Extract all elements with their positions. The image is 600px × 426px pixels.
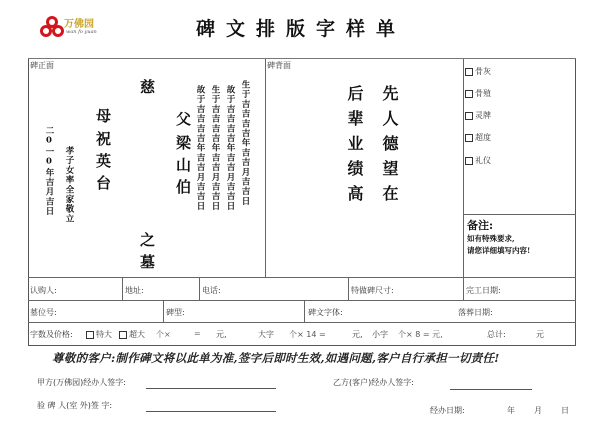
date-column-2: 生于吉吉吉吉年吉吉月吉吉日 [210,85,220,212]
checkbox-icon[interactable] [119,331,127,339]
completion-date-field[interactable]: 完工日期: [466,286,501,295]
checkbox-bone-ash[interactable]: 骨灰 [465,66,491,77]
word-count-price-label: 字数及价格: [30,330,73,339]
page-title: 碑文排版字样单 [196,18,407,40]
grave-number-field[interactable]: 墓位号: [30,308,57,317]
yuan-3: 元 [536,330,544,339]
date-day-label: 日 [561,406,569,415]
stele-type-field[interactable]: 碑型: [166,308,185,317]
back-column-right: 先人德望在 [380,85,399,210]
checkbox-icon[interactable] [465,112,473,120]
divider [122,277,123,300]
checkbox-extra-large[interactable]: 特大 [86,329,112,340]
customer-notice: 尊敬的客户:制作碑文将以此单为准,签字后即时生效,如遇问题,客户自行承担一切责任! [52,351,500,365]
checkbox-super-large[interactable]: 超大 [119,329,145,340]
form-table [28,59,576,346]
date-column-3: 故于吉吉吉吉年吉吉月吉吉日 [225,85,235,212]
logo-text-cn: 万佛园 [64,19,94,30]
date-column-4: 生于吉吉吉吉年吉吉月吉吉日 [240,80,250,207]
buyer-field[interactable]: 认购人: [30,286,57,295]
checkbox-icon[interactable] [465,134,473,142]
back-side-label: 碑背面 [267,61,291,70]
phone-field[interactable]: 电话: [202,286,221,295]
mother-name: 祝英台 [94,131,112,197]
remarks-line-2: 请您详细填写内容! [467,246,531,255]
divider [304,300,305,322]
divider [265,59,266,277]
checkbox-salvation[interactable]: 超度 [465,132,491,143]
checkbox-icon[interactable] [465,68,473,76]
inspector-signature-label: 验 碑 人(室 外)签 字: [37,401,113,410]
yuan-1: 元, [216,330,227,339]
party-a-signature-label: 甲方(万佛园)经办人签字: [37,378,126,387]
checkbox-bone-remains[interactable]: 骨殖 [465,88,491,99]
party-b-signature-line[interactable] [450,389,532,390]
front-side-label: 碑正面 [30,61,54,70]
burial-date-field[interactable]: 落葬日期: [458,308,493,317]
logo-text-en: wan fo yuan [66,29,97,35]
total-label: 总计: [487,330,506,339]
divider [28,322,576,323]
remarks-line-1: 如有特殊要求, [467,234,515,243]
date-column-1: 故于吉吉吉吉年吉吉月吉吉日 [195,85,205,212]
divider [163,300,164,322]
front-bottom-chars: 之墓 [138,232,156,276]
divider [199,277,200,300]
logo [40,14,110,40]
checkbox-spirit-tablet[interactable]: 灵牌 [465,110,491,121]
yuan-2: 元, [352,330,363,339]
special-size-field[interactable]: 特做碑尺寸: [351,286,394,295]
divider [348,277,349,300]
divider [28,300,576,301]
party-b-signature-label: 乙方(客户)经办人签字: [333,378,414,387]
checkbox-icon[interactable] [465,157,473,165]
divider [463,59,464,300]
equals-1: = [194,329,201,338]
mother-title: 母 [94,108,112,130]
logo-mark-icon [40,16,64,38]
font-field[interactable]: 碑文字体: [308,308,343,317]
father-title: 父 [174,111,192,133]
erect-date-text: 二0一0年吉月吉日 [44,126,54,217]
checkbox-icon[interactable] [465,90,473,98]
remarks-title: 备注: [467,219,494,232]
formula-2: 个× 14 = [289,330,326,339]
address-field[interactable]: 地址: [125,286,144,295]
checkbox-ceremony[interactable]: 礼仪 [465,155,491,166]
front-top-char: 慈 [138,79,156,101]
party-a-signature-line[interactable] [146,388,276,389]
formula-3: 个× 8 = 元, [398,330,443,339]
back-column-left: 后辈业绩高 [345,85,364,210]
date-year-label: 年 [507,406,515,415]
large-chars-label: 大字 [258,330,274,339]
establisher-text: 孝子女率全家敬立 [64,146,74,224]
inspector-signature-line[interactable] [146,411,276,412]
date-month-label: 月 [534,406,542,415]
handling-date-label: 经办日期: [430,406,465,415]
father-name: 梁山伯 [174,135,192,201]
small-chars-label: 小字 [372,330,388,339]
checkbox-icon[interactable] [86,331,94,339]
formula-1: 个× [156,330,171,339]
divider [28,277,576,278]
divider [463,214,576,215]
